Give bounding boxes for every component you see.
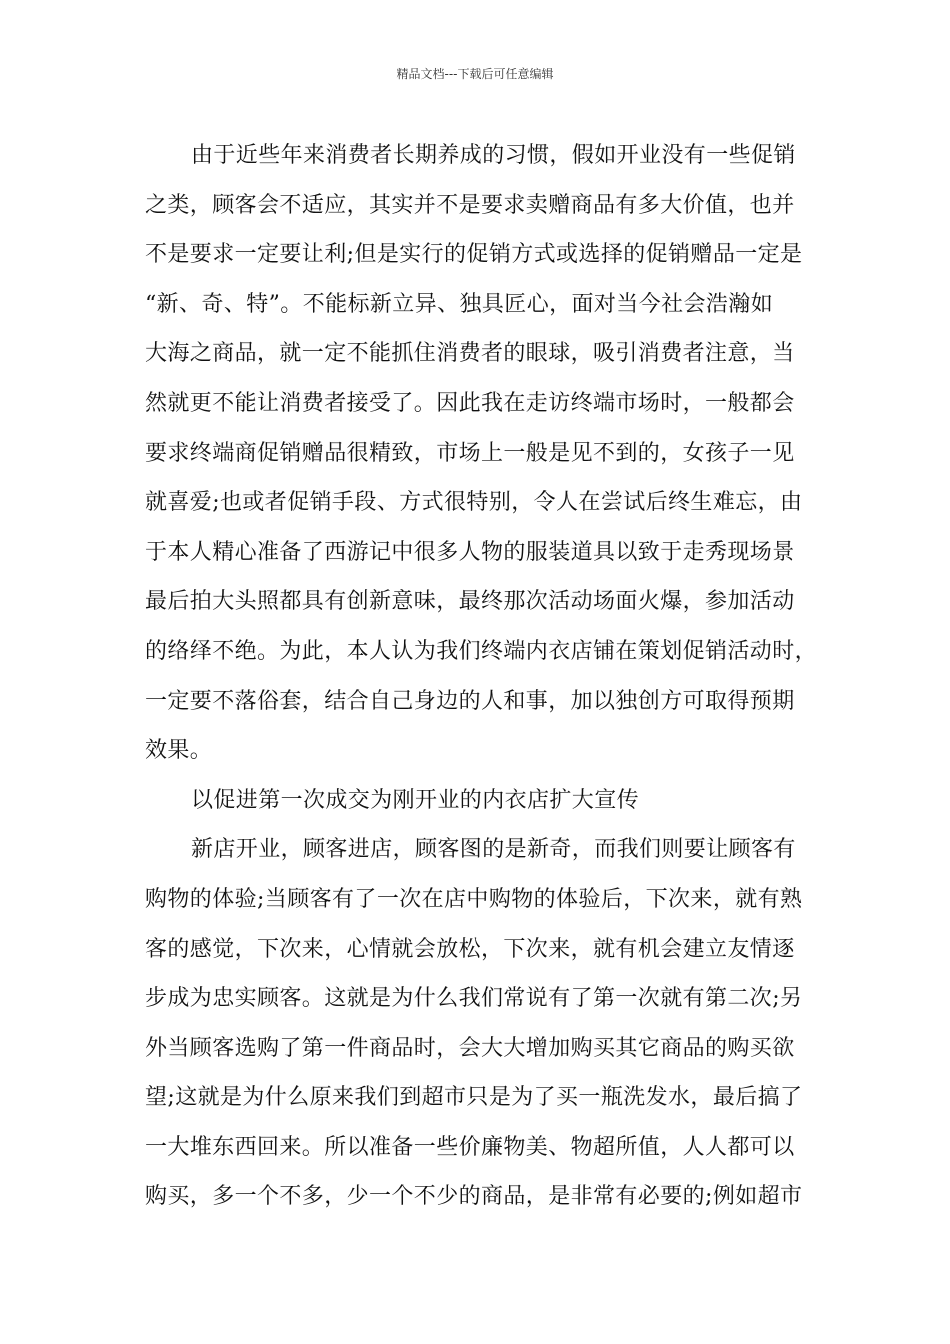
text-line: “新、奇、特”。不能标新立异、独具匠心，面对当今社会浩瀚如 xyxy=(145,291,774,317)
text-line: 客的感觉，下次来，心情就会放松，下次来，就有机会建立友情逐 xyxy=(145,936,795,962)
text-line: 由于近些年来消费者长期养成的习惯，假如开业没有一些促销 xyxy=(191,143,796,168)
document-body xyxy=(145,131,817,1222)
text-line: 望;这就是为什么原来我们到超市只是为了买一瓶洗发水，最后搞了 xyxy=(145,1085,803,1111)
text-line: 的络绎不绝。为此，本人认为我们终端内衣店铺在策划促销活动时， xyxy=(145,638,818,664)
text-line: 大海之商品，就一定不能抓住消费者的眼球，吸引消费者注意，当 xyxy=(145,341,795,367)
text-line: 新店开业，顾客进店，顾客图的是新奇，而我们则要让顾客有 xyxy=(191,837,796,863)
text-line: 购物的体验;当顾客有了一次在店中购物的体验后，下次来，就有熟 xyxy=(145,886,803,912)
text-line: 最后拍大头照都具有创新意味，最终那次活动场面火爆，参加活动 xyxy=(145,589,795,615)
text-line: 购买，多一个不多，少一个不少的商品，是非常有必要的;例如超市 xyxy=(145,1184,803,1210)
text-line: 于本人精心准备了西游记中很多人物的服装道具以致于走秀现场景 xyxy=(145,539,795,565)
text-line: 就喜爱;也或者促销手段、方式很特别，令人在尝试后终生难忘，由 xyxy=(145,490,803,516)
paragraph-3 xyxy=(145,825,817,1222)
text-line: 效果。 xyxy=(145,738,213,764)
text-line: 步成为忠实顾客。这就是为什么我们常说有了第一次就有第二次;另 xyxy=(145,986,803,1012)
text-line: 不是要求一定要让利;但是实行的促销方式或选择的促销赠品一定是 xyxy=(145,242,803,268)
text-line: 外当顾客选购了第一件商品时，会大大增加购买其它商品的购买欲 xyxy=(145,1035,795,1061)
paragraph-1 xyxy=(145,131,817,776)
text-line: 一大堆东西回来。所以准备一些价廉物美、物超所值，人人都可以 xyxy=(145,1134,795,1160)
section-heading: 以促进第一次成交为刚开业的内衣店扩大宣传 xyxy=(191,787,640,813)
text-line: 要求终端商促销赠品很精致，市场上一般是见不到的，女孩子一见 xyxy=(145,440,795,466)
text-line: 一定要不落俗套，结合自己身边的人和事，加以独创方可取得预期 xyxy=(145,688,795,714)
paragraph-2-heading xyxy=(145,776,817,826)
text-line: 之类，顾客会不适应，其实并不是要求卖赠商品有多大价值，也并 xyxy=(145,192,795,218)
page-header: 精品文档---下载后可任意编辑 xyxy=(396,67,554,81)
text-line: 然就更不能让消费者接受了。因此我在走访终端市场时，一般都会 xyxy=(145,390,795,416)
